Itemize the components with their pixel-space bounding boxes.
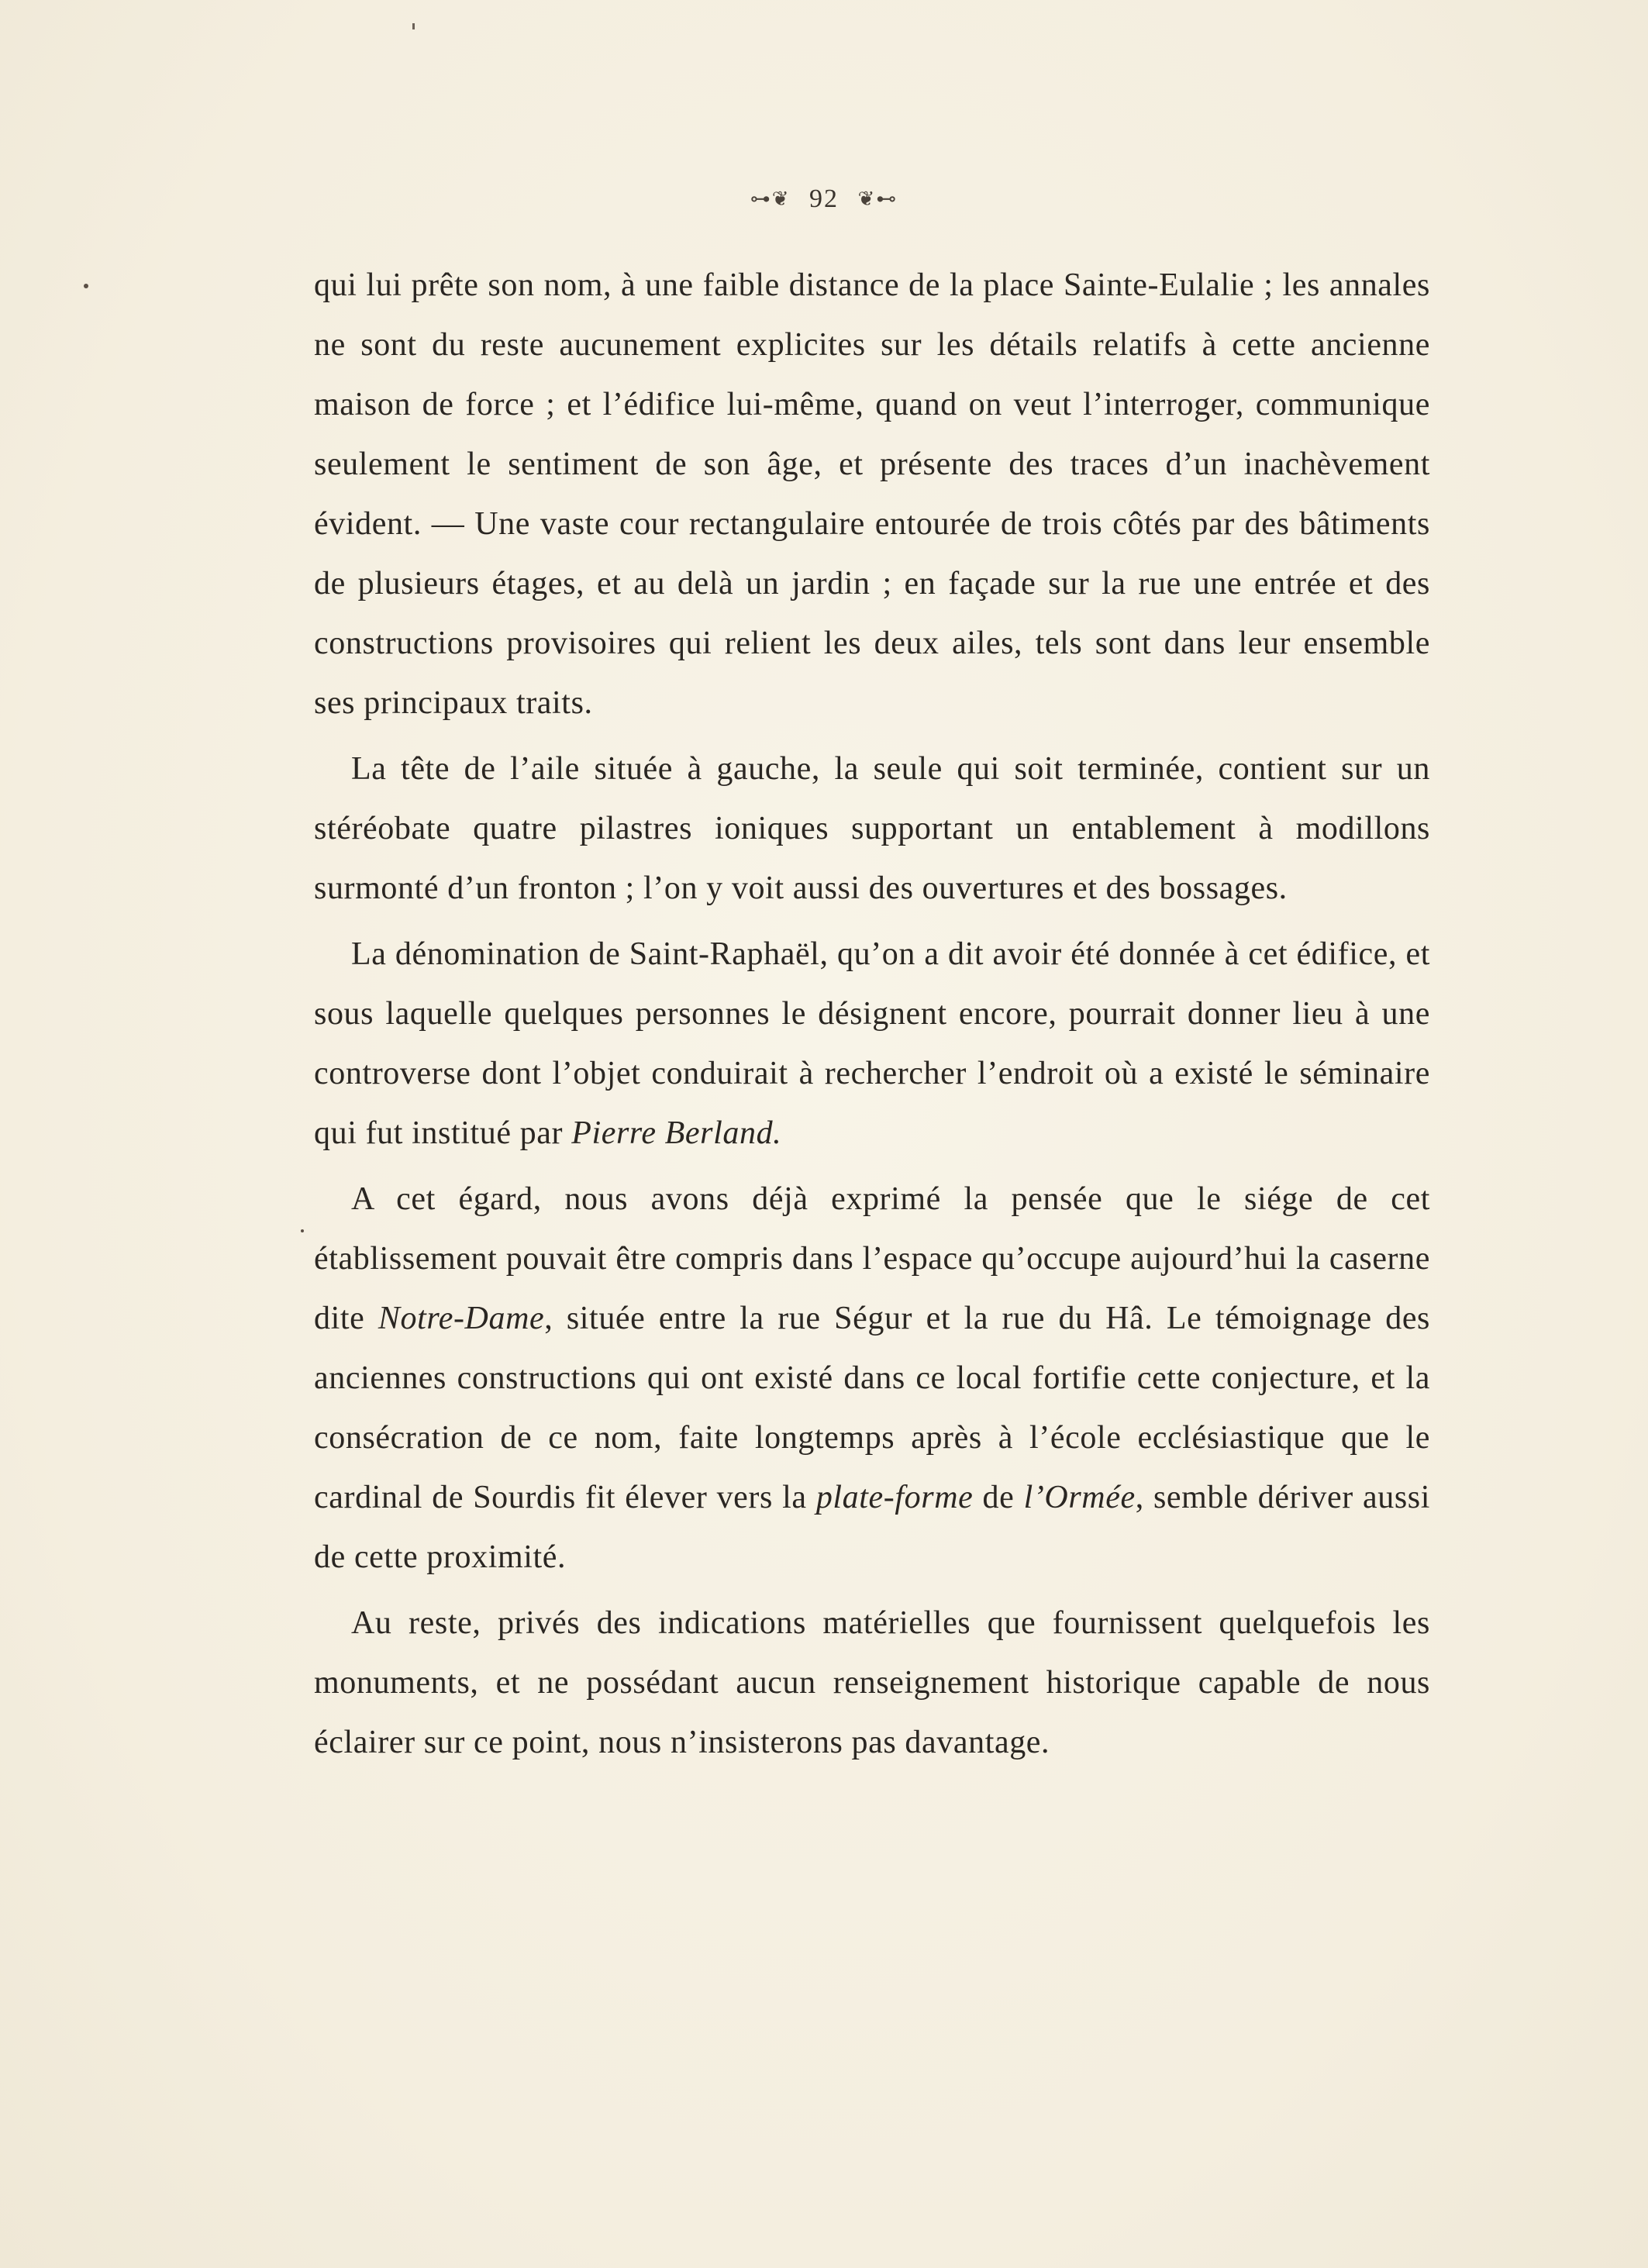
paragraph-2: La tête de l’aile située à gauche, la seule qui soit terminée, contient sur un stéréobate quatre pilastres ioniques supportant un entablement à modillons surmonté d’un fronton ; l’on y voit aussi des ouvertures et des bossages. xyxy=(314,751,1430,906)
paragraph-4-text-b: , située entre la rue Ségur et la rue du Hâ. Le témoignage des anciennes constructions qui ont existé dans ce local fortifie cette conjecture, et la consécration de ce nom, faite longtemps après à l’école ecclésiastique que le cardinal de Sourdis fit élever vers la xyxy=(314,1301,1431,1515)
body-text xyxy=(314,256,1430,1773)
margin-mark xyxy=(84,284,88,288)
paper-speck xyxy=(412,23,415,29)
page-number: 92 xyxy=(809,184,839,214)
paragraph-1: qui lui prête son nom, à une faible distance de la place Sainte-Eulalie ; les annales ne sont du reste aucunement explicites sur les détails relatifs à cette ancienne maison de force ; et l’édifice lui-même, quand on veut l’interroger, communique seulement le sentiment de son âge, et présente des traces d’un inachèvement évident. — Une vaste cour rectangulaire entourée de trois côtés par des bâtiments de plusieurs étages, et au delà un jardin ; en façade sur la rue une entrée et des constructions provisoires qui relient les deux ailes, tels sont dans leur ensemble ses principaux traits. xyxy=(314,267,1430,721)
page-header xyxy=(0,183,1648,214)
paragraph-4-text-c: de xyxy=(973,1480,1024,1515)
paragraph-4-italic-plate-forme: plate-forme xyxy=(815,1480,974,1515)
margin-mark xyxy=(301,1229,304,1232)
paragraph-3-text: La dénomination de Saint-Raphaël, qu’on a dit avoir été donnée à cet édifice, et sous laquelle quelques personnes le désignent encore, pourrait donner lieu à une controverse dont l’objet conduirait à rechercher l’endroit où a existé le séminaire qui fut institué par xyxy=(314,936,1430,1151)
paragraph-4-italic-notre-dame: Notre-Dame xyxy=(378,1301,545,1336)
paragraph-4 xyxy=(314,1170,1430,1587)
paragraph-4-text-d: , semble dériver aussi de cette proximité. xyxy=(314,1480,1431,1575)
paragraph-4-text-a: A cet égard, nous avons déjà exprimé la pensée que le siége de cet établissement pouvait être compris dans l’espace qu’occupe aujourd’hui la caserne dite xyxy=(314,1181,1430,1336)
paragraph-3 xyxy=(314,925,1430,1163)
ornament-right-icon: ❦⊷ xyxy=(857,188,898,211)
paragraph-3-italic-name: Pierre Berland. xyxy=(571,1115,782,1151)
paragraph-5: Au reste, privés des indications matérielles que fournissent quelquefois les monuments, et ne possédant aucun renseignement historique capable de nous éclairer sur ce point, nous n’insisterons pas davantage. xyxy=(314,1605,1430,1760)
paragraph-4-italic-ormee: l’Ormée xyxy=(1023,1480,1136,1515)
ornament-left-icon: ⊶❦ xyxy=(750,188,791,211)
